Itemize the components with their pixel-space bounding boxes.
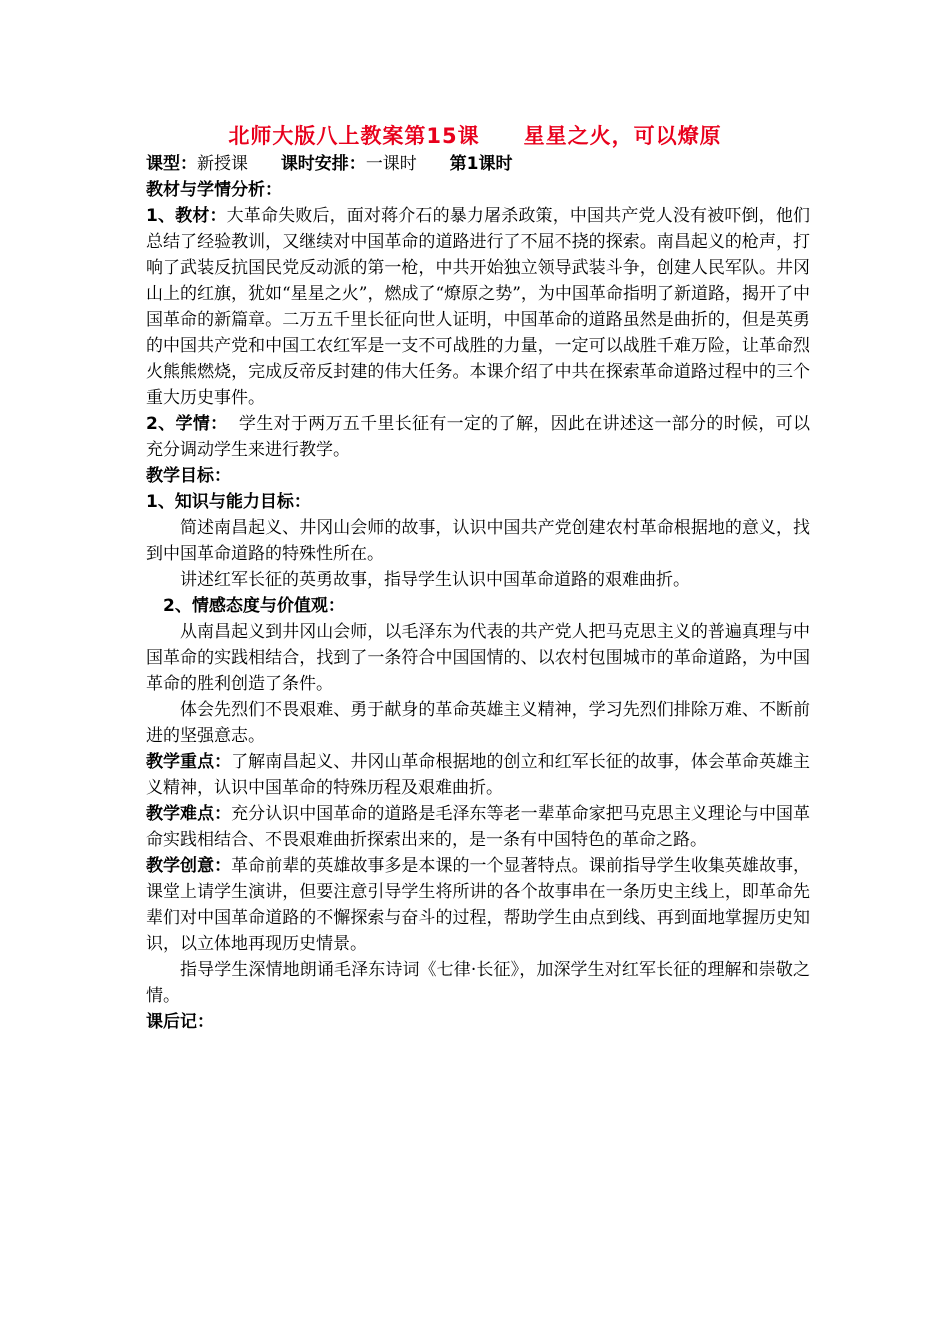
focus-text: 了解南昌起义、井冈山革命根据地的创立和红军长征的故事，体会革命英雄主义精神，认识中国革命的特殊历程及艰难曲折。 bbox=[146, 752, 811, 798]
difficulty-text: 充分认识中国革命的道路是毛泽东等老一辈革命家把马克思主义理论与中国革命实践相结合、不畏艰难曲折探索出来的，是一条有中国特色的革命之路。 bbox=[146, 804, 811, 850]
lesson-plan-body bbox=[146, 151, 810, 1035]
analysis-heading: 教材与学情分析： bbox=[146, 180, 282, 200]
creative-text: 革命前辈的英雄故事多是本课的一个显著特点。课前指导学生收集英雄故事，课堂上请学生演讲，但要注意引导学生将所讲的各个故事串在一条历史主线上，即革命先辈们对中国革命道路的不懈探索与奋斗的过程，帮助学生由点到线、再到面地掌握历史知识，以立体地再现历史情景。 bbox=[146, 856, 811, 954]
knowledge-paragraph-1: 简述南昌起义、井冈山会师的故事，认识中国共产党创建农村革命根据地的意义，找到中国革命道路的特殊性所在。 bbox=[146, 518, 810, 564]
creative-paragraph bbox=[146, 853, 810, 957]
student-text: 学生对于两万五千里长征有一定的了解，因此在讲述这一部分的时候，可以充分调动学生来进行教学。 bbox=[146, 414, 811, 460]
emotion-paragraph-1: 从南昌起义到井冈山会师，以毛泽东为代表的共产党人把马克思主义的普遍真理与中国革命的实践相结合，找到了一条符合中国国情的、以农村包围城市的革命道路，为中国革命的胜利创造了条件。 bbox=[146, 622, 810, 694]
student-paragraph bbox=[146, 411, 810, 463]
type-value: 新授课 bbox=[197, 154, 248, 174]
focus-paragraph bbox=[146, 749, 810, 801]
emotion-paragraph-2: 体会先烈们不畏艰难、勇于献身的革命英雄主义精神，学习先烈们排除万难、不断前进的坚强意志。 bbox=[146, 700, 810, 746]
student-label: 2、学情： bbox=[146, 414, 228, 434]
page-title: 北师大版八上教案第15课 星星之火，可以燎原 bbox=[228, 124, 722, 148]
schedule-value: 一课时 bbox=[365, 154, 417, 174]
difficulty-paragraph bbox=[146, 801, 810, 853]
period-label: 第1课时 bbox=[449, 154, 513, 174]
knowledge-paragraph-2: 讲述红军长征的英勇故事，指导学生认识中国革命道路的艰难曲折。 bbox=[180, 570, 690, 590]
type-label: 课型： bbox=[146, 154, 197, 174]
creative-paragraph-2: 指导学生深情地朗诵毛泽东诗词《七律·长征》，加深学生对红军长征的理解和崇敬之情。 bbox=[146, 960, 810, 1006]
goals-heading: 教学目标： bbox=[146, 466, 231, 486]
material-paragraph bbox=[146, 203, 810, 411]
emotion-heading: 2、情感态度与价值观： bbox=[163, 596, 345, 616]
schedule-label: 课时安排： bbox=[280, 154, 366, 174]
lesson-meta-row bbox=[146, 151, 810, 177]
focus-label: 教学重点： bbox=[146, 752, 232, 772]
material-label: 1、教材： bbox=[146, 206, 227, 226]
difficulty-label: 教学难点： bbox=[146, 804, 232, 824]
material-text: 大革命失败后，面对蒋介石的暴力屠杀政策，中国共产党人没有被吓倒，他们总结了经验教训，又继续对中国革命的道路进行了不屈不挠的探索。南昌起义的枪声，打响了武装反抗国民党反动派的第一枪，中共开始独立领导武装斗争，创建人民军队。井冈山上的红旗，犹如“星星之火”，燃成了“燎原之势”，为中国革命指明了新道路，揭开了中国革命的新篇章。二万五千里长征向世人证明，中国革命的道路虽然是曲折的，但是英勇的中国共产党和中国工农红军是一支不可战胜的力量，一定可以战胜千难万险，让革命烈火熊熊燃烧，完成反帝反封建的伟大任务。本课介绍了中共在探索革命道路过程中的三个重大历史事件。 bbox=[146, 206, 810, 408]
knowledge-heading: 1、知识与能力目标： bbox=[146, 492, 311, 512]
creative-label: 教学创意： bbox=[146, 856, 232, 876]
afterword-heading: 课后记： bbox=[146, 1012, 214, 1032]
